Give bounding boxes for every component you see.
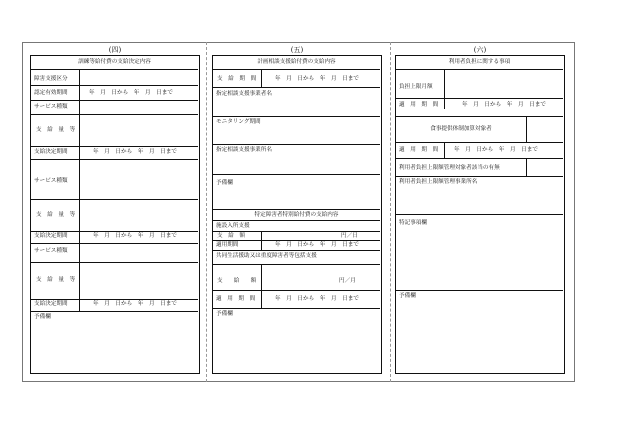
group-home-label: 共同生活援助又は重度障害者等包括支援 — [216, 253, 317, 259]
group-per-month: 円／月 — [339, 278, 356, 284]
monitoring-label: モニタリング期間 — [216, 119, 261, 125]
panel-five-title: 計画相談支援給付費の支給内容 — [257, 59, 336, 65]
cap-amount-label: 負担上限月額 — [399, 84, 433, 90]
decision-period-value-3: 年 月 日から 年 月 日まで — [93, 301, 177, 307]
special-benefit-title: 特定障害者特別給付費の支給内容 — [254, 212, 339, 218]
disability-class-label: 障害支援区分 — [34, 76, 68, 82]
facility-label: 施設入所支援 — [216, 223, 250, 229]
section-six-number: (六) — [473, 46, 487, 54]
panel-six-title: 利用者負担に関する事項 — [448, 59, 511, 65]
amount-label-2: 支 給 量 等 — [36, 212, 76, 218]
special-notes-label: 特記事項欄 — [399, 220, 427, 226]
facility-period-label: 適用期間 — [216, 242, 239, 248]
panel-four-title: 訓練等給付費の支給決定内容 — [78, 59, 151, 65]
section-five-number: (五) — [290, 46, 304, 54]
group-amount-label: 支 給 額 — [217, 278, 257, 284]
payment-period-value: 年 月 日から 年 月 日まで — [275, 76, 359, 82]
six-period-label: 適 用 期 間 — [399, 102, 439, 108]
group-period-value: 年 月 日から 年 月 日まで — [275, 296, 359, 302]
decision-period-label-3: 支給決定期間 — [34, 301, 68, 307]
management-office-label: 利用者負担上限額管理事業所名 — [399, 179, 478, 185]
cert-period-value: 年 月 日から 年 月 日まで — [89, 90, 173, 96]
remarks-label-six: 予備欄 — [399, 293, 416, 299]
designated-office2-label: 指定相談支援事業所名 — [216, 147, 272, 153]
service-type-label-1: サービス種類 — [34, 104, 68, 110]
six-period-value-2: 年 月 日から 年 月 日まで — [454, 147, 538, 153]
panel-four — [30, 55, 200, 374]
fold-line-left — [206, 42, 207, 382]
service-type-label-3: サービス種類 — [34, 248, 68, 254]
service-type-label-2: サービス種類 — [34, 178, 68, 184]
amount-label-1: 支 給 量 等 — [36, 127, 76, 133]
panel-five — [212, 55, 382, 374]
remarks-label-five-b: 予備欄 — [216, 311, 233, 317]
designated-office-label: 指定相談支援事業者名 — [216, 91, 272, 97]
six-period-value: 年 月 日から 年 月 日まで — [462, 102, 546, 108]
decision-period-value-2: 年 月 日から 年 月 日まで — [93, 233, 177, 239]
section-four-number: (四) — [108, 46, 122, 54]
decision-period-label-2: 支給決定期間 — [34, 233, 68, 239]
facility-per-day: 円／日 — [341, 233, 358, 239]
payment-period-label: 支 給 期 間 — [217, 76, 257, 82]
facility-period-value: 年 月 日から 年 月 日まで — [275, 242, 359, 248]
decision-period-value-1: 年 月 日から 年 月 日まで — [93, 149, 177, 155]
management-flag-label: 利用者負担上限額管理対象者該当の有無 — [399, 165, 500, 171]
decision-period-label-1: 支給決定期間 — [34, 149, 68, 155]
facility-amount-label: 支 給 額 — [217, 233, 245, 239]
cert-period-label: 認定有効期間 — [34, 90, 68, 96]
panel-six — [395, 55, 565, 374]
group-period-label: 適 用 期 間 — [216, 296, 256, 302]
meal-subject-label: 食事提供体制加算対象者 — [430, 126, 492, 132]
six-period-label-2: 適 用 期 間 — [399, 147, 439, 153]
remarks-label-five-a: 予備欄 — [216, 180, 233, 186]
amount-label-3: 支 給 量 等 — [36, 277, 76, 283]
remarks-label-four: 予備欄 — [34, 314, 51, 320]
fold-line-right — [390, 42, 391, 382]
